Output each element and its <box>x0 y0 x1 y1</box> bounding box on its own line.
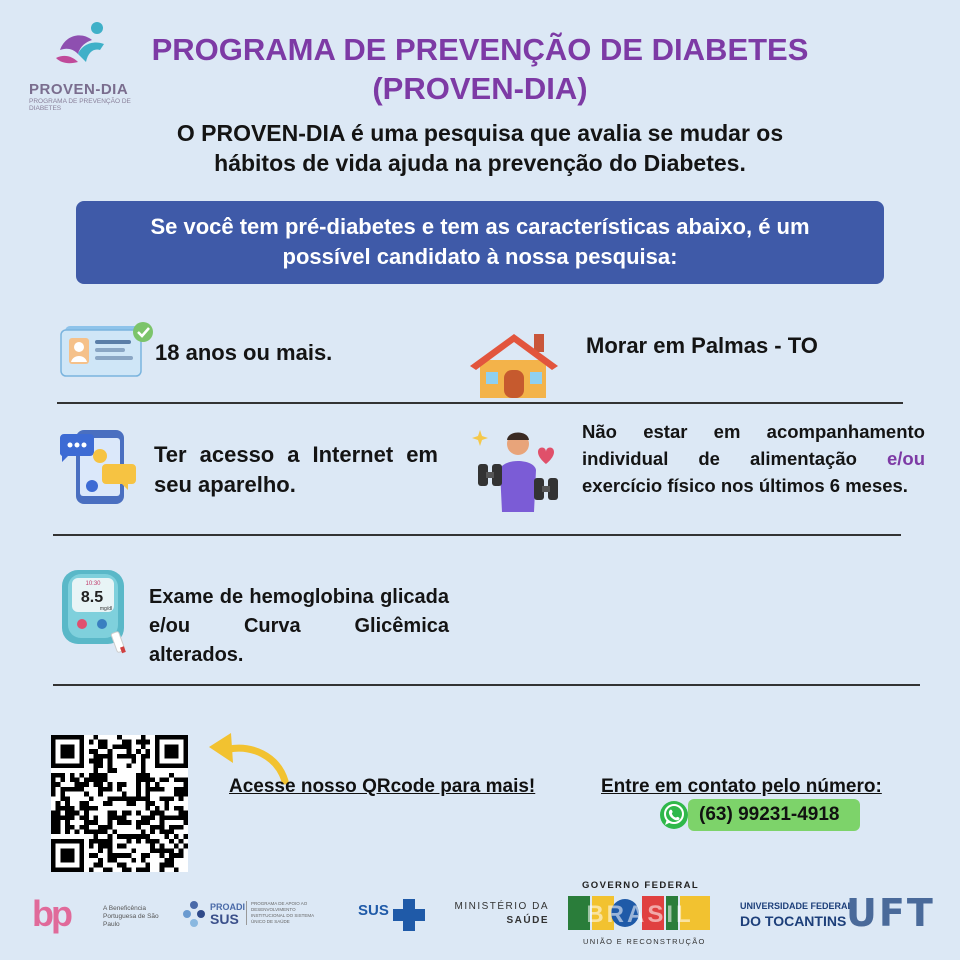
followup-highlight: e/ou <box>886 448 925 469</box>
logo-name: PROVEN-DIA <box>29 81 129 98</box>
qr-instruction-link[interactable]: Acesse nosso QRcode para mais! <box>229 776 536 797</box>
criterion-followup <box>582 418 925 499</box>
divider <box>57 402 903 404</box>
followup-text-start: Não estar em acompanhamento individual de alimentação <box>582 421 925 469</box>
banner-line-1: Se você tem pré-diabetes e tem as características abaixo, é um <box>150 214 810 239</box>
uft-line-1: UNIVERSIDADE FEDERAL <box>740 901 854 911</box>
proadi-logo-icon <box>181 899 207 929</box>
proadi-label: PROADI <box>210 902 246 912</box>
criterion-internet: Ter acesso a Internet em seu aparelho. <box>154 442 438 497</box>
bp-subtitle: A Beneficência Portuguesa de São Paulo <box>103 905 159 928</box>
criterion-residence: Morar em Palmas - TO <box>586 333 818 358</box>
ministerio-logo <box>449 900 549 928</box>
ministerio-line-1: MINISTÉRIO DA <box>454 901 549 912</box>
glucometer-time: 10:30 <box>85 581 101 587</box>
id-card-icon <box>59 320 155 378</box>
gov-federal-label: GOVERNO FEDERAL <box>582 880 700 891</box>
proven-dia-logo-icon <box>52 20 112 70</box>
title-line-1: PROGRAMA DE PREVENÇÃO DE DIABETES <box>151 32 809 67</box>
brasil-wordmark: BRASIL <box>586 901 694 928</box>
eligibility-banner <box>76 201 884 284</box>
glucometer-icon <box>56 566 136 658</box>
followup-text-end: exercício físico nos últimos 6 meses. <box>582 475 908 496</box>
page-title <box>120 30 840 108</box>
title-line-2: (PROVEN-DIA) <box>372 71 588 106</box>
phone-chat-icon <box>58 424 140 506</box>
house-icon <box>466 330 562 400</box>
brasil-logo <box>568 892 712 934</box>
whatsapp-icon <box>659 800 689 830</box>
ministerio-line-2: SAÚDE <box>506 915 549 926</box>
divider <box>53 534 901 536</box>
divider <box>53 684 920 686</box>
criterion-age: 18 anos ou mais. <box>155 340 333 365</box>
qr-code[interactable] <box>51 735 188 872</box>
intro-line-1: O PROVEN-DIA é uma pesquisa que avalia se mudar os <box>176 120 784 146</box>
uniao-label: UNIÃO E RECONSTRUÇÃO <box>583 937 706 946</box>
proadi-subtitle: PROGRAMA DE APOIO AO DESENVOLVIMENTO INSTITUCIONAL DO SISTEMA ÚNICO DE SAÚDE <box>246 901 316 925</box>
glucometer-reading: 8.5 <box>80 589 104 606</box>
intro-text <box>80 118 880 178</box>
glucometer-unit: mg/dl <box>99 606 113 612</box>
proadi-sus-label: SUS <box>210 911 239 927</box>
sus-label: SUS <box>358 902 389 919</box>
sus-cross-icon <box>391 897 427 933</box>
intro-line-2: hábitos de vida ajuda na prevenção do Diabetes. <box>214 150 746 176</box>
contact-instruction: Entre em contato pelo número: <box>601 776 882 797</box>
criterion-exam: Exame de hemoglobina glicada e/ou Curva Glicêmica alterados. <box>149 586 449 666</box>
banner-line-2: possível candidato à nossa pesquisa: <box>282 244 678 269</box>
uft-letters: UFT <box>846 891 935 935</box>
exercise-person-icon <box>472 424 564 514</box>
phone-number[interactable]: (63) 99231-4918 <box>688 799 860 831</box>
uft-line-2: DO TOCANTINS <box>740 913 847 929</box>
logo-subtitle: PROGRAMA DE PREVENÇÃO DE DIABETES <box>29 98 131 112</box>
bp-logo: bp <box>32 893 70 934</box>
